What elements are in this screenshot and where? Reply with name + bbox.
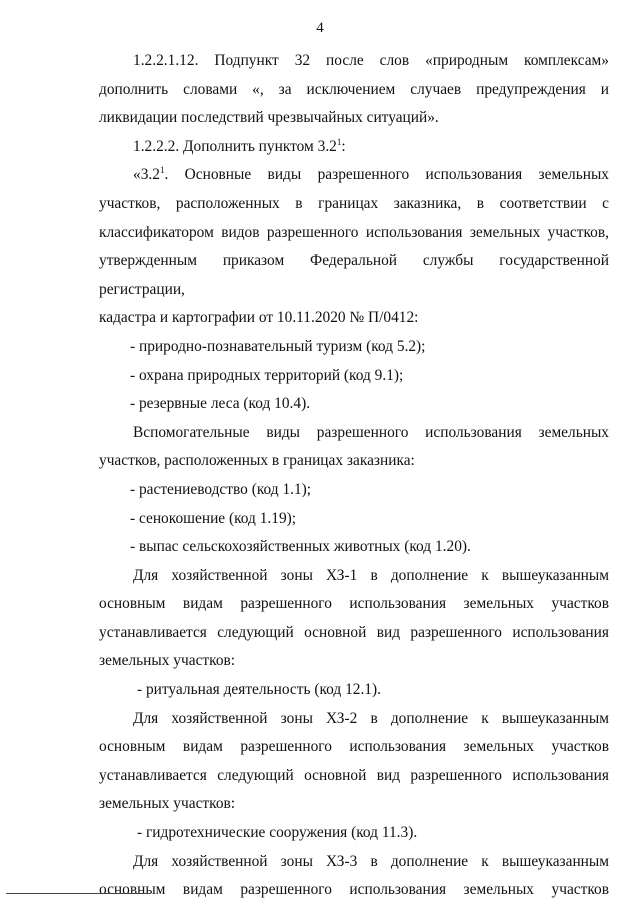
- paragraph-line: ликвидации последствий чрезвычайных ситуаций».: [99, 109, 439, 127]
- footer-divider: [6, 893, 146, 894]
- amendment-text: 1.2.2.2. Дополнить пунктом 3.2: [133, 137, 337, 155]
- superscript: 1: [159, 165, 165, 176]
- clause-rest: . Основные виды разрешенного использования земельных: [164, 166, 609, 184]
- page-number: 4: [316, 20, 324, 36]
- paragraph-line: Для хозяйственной зоны ХЗ-2 в дополнение к вышеуказанным: [133, 709, 609, 727]
- paragraph-line: классификатором видов разрешенного использования земельных участков,: [99, 223, 609, 241]
- list-item: - гидротехнические сооружения (код 11.3).: [137, 824, 418, 842]
- paragraph-line: устанавливается следующий основной вид разрешенного использования: [99, 766, 609, 784]
- paragraph-line: Для хозяйственной зоны ХЗ-3 в дополнение к вышеуказанным: [133, 852, 609, 870]
- list-item: - сенокошение (код 1.19);: [130, 509, 297, 527]
- paragraph-line: [99, 161, 609, 190]
- paragraph-line: дополнить словами «, за исключением случаев предупреждения и: [99, 80, 609, 98]
- clause-lead: «3.2: [133, 166, 160, 184]
- list-item: - растениеводство (код 1.1);: [130, 480, 312, 498]
- superscript: 1: [336, 136, 342, 147]
- paragraph-line: устанавливается следующий основной вид разрешенного использования: [99, 623, 609, 641]
- list-item: - выпас сельскохозяйственных животных (код 1.20).: [130, 538, 471, 556]
- amendment-suffix: :: [341, 137, 346, 155]
- paragraph-line: Для хозяйственной зоны ХЗ-1 в дополнение к вышеуказанным: [133, 566, 609, 584]
- paragraph-line: участков, расположенных в границах заказника, в соответствии с: [99, 194, 609, 212]
- paragraph-line: участков, расположенных в границах заказника:: [99, 452, 415, 470]
- paragraph-amendment: [99, 133, 609, 162]
- paragraph-line: кадастра и картографии от 10.11.2020 № П/0412:: [99, 309, 419, 327]
- document-body: [99, 47, 609, 905]
- paragraph-line: основным видам разрешенного использования земельных участков: [99, 738, 609, 756]
- paragraph-line: земельных участков:: [99, 795, 236, 813]
- paragraph-line: основным видам разрешенного использования земельных участков: [99, 881, 609, 899]
- paragraph-line: земельных участков:: [99, 652, 236, 670]
- list-item: - охрана природных территорий (код 9.1);: [130, 366, 404, 384]
- paragraph-line: основным видам разрешенного использования земельных участков: [99, 595, 609, 613]
- list-item: - ритуальная деятельность (код 12.1).: [137, 681, 381, 699]
- paragraph-line: 1.2.2.1.12. Подпункт 32 после слов «природным комплексам»: [133, 52, 609, 69]
- paragraph-line: утвержденным приказом Федеральной службы государственной регистрации,: [99, 252, 609, 298]
- list-item: - резервные леса (код 10.4).: [130, 395, 311, 413]
- paragraph-line: Вспомогательные виды разрешенного использования земельных: [133, 423, 609, 441]
- list-item: - природно-познавательный туризм (код 5.2);: [130, 337, 426, 355]
